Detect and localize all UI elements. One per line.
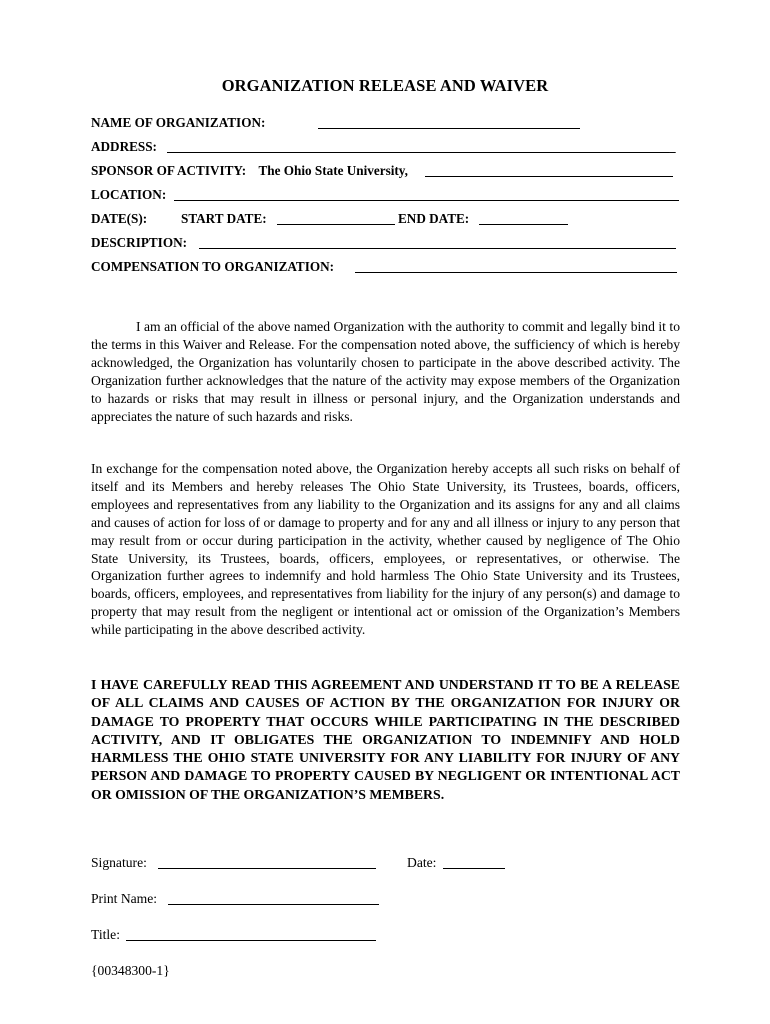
dates-label: DATE(S): xyxy=(91,211,148,226)
end-date-label: END DATE: xyxy=(398,211,470,226)
date-field[interactable] xyxy=(443,868,505,869)
signature-label: Signature: xyxy=(91,855,147,870)
org-name-field[interactable] xyxy=(318,128,580,129)
location-field[interactable] xyxy=(174,200,679,201)
location-label: LOCATION: xyxy=(91,187,167,202)
date-label: Date: xyxy=(407,855,437,870)
document-id: {00348300-1} xyxy=(91,963,170,978)
compensation-field[interactable] xyxy=(355,272,677,273)
sponsor-label: SPONSOR OF ACTIVITY: xyxy=(91,163,247,178)
description-field[interactable] xyxy=(199,248,676,249)
acknowledgement-statement: I HAVE CAREFULLY READ THIS AGREEMENT AND UNDERSTAND IT TO BE A RELEASE OF ALL CLAIMS AND CAUSES OF ACTION BY THE ORGANIZATION FOR INJURY OR DAMAGE TO PROPERTY THAT OCCURS WHILE PARTICIPATING IN THE DESCRIBED ACTIVITY, AND IT OBLIGATES THE ORGANIZATION TO INDEMNIFY AND HOLD HARMLESS THE OHIO STATE UNIVERSITY FOR ANY LIABILITY FOR INJURY OF ANY PERSON AND DAMAGE TO PROPERTY CAUSED BY NEGLIGENT OR INTENTIONAL ACT OR OMISSION OF THE ORGANIZATION’S MEMBERS. xyxy=(91,677,680,802)
start-date-field[interactable] xyxy=(277,224,395,225)
sponsor-row xyxy=(91,163,408,179)
end-date-field[interactable] xyxy=(479,224,568,225)
title-field[interactable] xyxy=(126,940,376,941)
sponsor-field[interactable] xyxy=(425,176,673,177)
address-field[interactable] xyxy=(167,152,669,153)
org-name-label: NAME OF ORGANIZATION: xyxy=(91,115,266,130)
print-name-field[interactable] xyxy=(168,904,379,905)
document-title: ORGANIZATION RELEASE AND WAIVER xyxy=(221,76,549,95)
address-label: ADDRESS: xyxy=(91,139,157,154)
sponsor-value: The Ohio State University, xyxy=(258,163,408,178)
address-tail: _ xyxy=(669,139,676,154)
paragraph-authority: I am an official of the above named Organization with the authority to commit and legally bind it to the terms in this Waiver and Release. For the compensation noted above, the sufficiency of which is hereby acknowledged, the Organization has voluntarily chosen to participate in the above described activity. The Organization further acknowledges that the nature of the activity may expose members of the Organization to hazards or risks that may result in illness or personal injury, and the Organization understands and appreciates the nature of such hazards and risks. xyxy=(91,319,680,424)
compensation-label: COMPENSATION TO ORGANIZATION: xyxy=(91,259,335,274)
paragraph-release: In exchange for the compensation noted above, the Organization hereby accepts all such risks on behalf of itself and its Members and hereby releases The Ohio State University, its Trustees, boards, officers, employees and representatives from any liability to the Organization and its assigns for any and all claims and causes of action for loss of or damage to property and for any and all illness or injury to any person that may result from or occur during participation in the activity, whether caused by negligence of The Ohio State University, its Trustees, boards, officers, employees, or representatives, or otherwise. The Organization further agrees to indemnify and hold harmless The Ohio State University and its Trustees, boards, officers, employees, and representatives from liability for the injury of any person(s) and damage to property that may result from the negligent or intentional act or omission of the Organization’s Members while participating in the above described activity. xyxy=(91,461,680,638)
start-date-label: START DATE: xyxy=(181,211,267,226)
print-name-label: Print Name: xyxy=(91,891,158,906)
title-label: Title: xyxy=(91,927,120,942)
description-label: DESCRIPTION: xyxy=(91,235,187,250)
signature-field[interactable] xyxy=(158,868,376,869)
